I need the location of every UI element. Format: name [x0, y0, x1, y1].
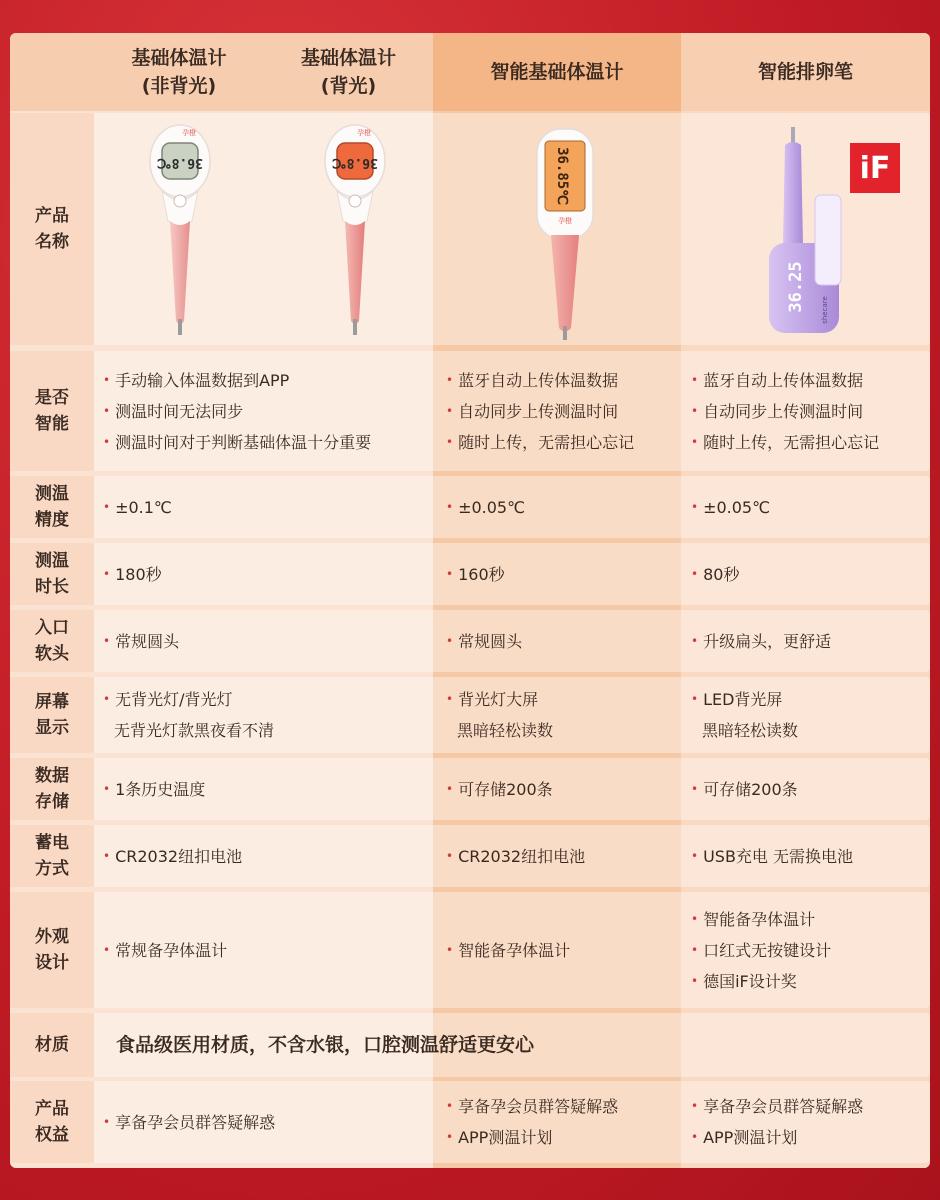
smart-c2-cell [446, 351, 686, 471]
smart-thermometer-brand: 孕橙 [558, 217, 572, 225]
screen-c1-cell [103, 677, 433, 753]
list-item: 黑暗轻松读数 [702, 721, 799, 740]
list-item: • 自动同步上传测温时间 [446, 401, 619, 421]
list-item: • CR2032纽扣电池 [446, 846, 586, 866]
material-row [10, 1013, 930, 1077]
storage-c3-cell [691, 758, 926, 820]
if-award-logo: iF [850, 143, 900, 193]
list-item: 无背光灯款黑夜看不清 [114, 721, 275, 740]
power-c2-cell [446, 825, 686, 887]
list-item: • 升级扁头，更舒适 [691, 631, 832, 651]
power-c3-cell [691, 825, 926, 887]
thermometer-backlight-image [315, 121, 395, 341]
list-item: • 常规圆头 [446, 631, 523, 651]
list-item: • 智能备孕体温计 [446, 940, 571, 960]
list-item: • 可存储200条 [691, 779, 798, 799]
row-storage [10, 758, 930, 820]
list-item: • CR2032纽扣电池 [103, 846, 243, 866]
row-duration [10, 543, 930, 605]
list-item: • 随时上传，无需担心忘记 [446, 432, 635, 452]
screen-c2-cell [446, 677, 686, 753]
benefit-smart [446, 1081, 686, 1163]
list-item: • 背光灯大屏 [446, 690, 539, 709]
row-label: 测温 时长 [10, 543, 94, 605]
list-item: • 享备孕会员群答疑解惑 [691, 1097, 864, 1116]
smart-c3-cell [691, 351, 926, 471]
row-label: 材质 [10, 1013, 94, 1077]
list-item: • 享备孕会员群答疑解惑 [103, 1112, 276, 1132]
design-c2-cell [446, 892, 686, 1008]
product-row [10, 113, 930, 345]
thermometer-1-brand: 孕橙 [182, 129, 196, 137]
header-basic-no-backlight: 基础体温计 (非背光) [131, 47, 227, 97]
list-item: • 常规圆头 [103, 631, 180, 651]
row-label: 测温 精度 [10, 476, 94, 538]
list-item: • 蓝牙自动上传体温数据 [446, 370, 619, 390]
list-item: • 可存储200条 [446, 779, 553, 799]
duration-c2-cell [446, 543, 686, 605]
row-label: 屏幕 显示 [10, 677, 94, 753]
list-item: • 80秒 [691, 564, 740, 584]
list-item: • ±0.05℃ [446, 497, 526, 517]
storage-c2-cell [446, 758, 686, 820]
row-smart [10, 351, 930, 471]
row-label: 入口 软头 [10, 610, 94, 672]
list-item: • 享备孕会员群答疑解惑 [446, 1097, 619, 1116]
list-item: • 常规备孕体温计 [103, 940, 228, 960]
list-item: • 口红式无按键设计 [691, 940, 832, 960]
power-c1-cell [103, 825, 433, 887]
list-item: • 手动输入体温数据到APP [103, 370, 290, 390]
list-item: • 随时上传，无需担心忘记 [691, 432, 880, 452]
ovulation-pen-brand: shecare [821, 296, 829, 324]
list-item: • LED背光屏 [691, 690, 783, 709]
design-c3-cell [691, 892, 926, 1008]
list-item: • USB充电 无需换电池 [691, 846, 854, 866]
list-item: • 测温时间对于判断基础体温十分重要 [103, 432, 372, 452]
tip-c3-cell [691, 610, 926, 672]
smart-thermometer-image [525, 123, 605, 343]
list-item: • APP测温计划 [446, 1128, 553, 1147]
row-label: 数据 存储 [10, 758, 94, 820]
thermometer-1-display: 36.8℃ [157, 155, 203, 170]
material-text: 食品级医用材质，不含水银，口腔测温舒适更安心 [116, 1033, 535, 1056]
list-item: • 德国iF设计奖 [691, 971, 797, 991]
thermometer-2-brand: 孕橙 [357, 129, 371, 137]
row-accuracy [10, 476, 930, 538]
tip-c1-cell [103, 610, 433, 672]
header-smart-thermometer: 智能基础体温计 [433, 33, 681, 111]
accuracy-c1-cell [103, 476, 433, 538]
row-label: 产品 权益 [10, 1081, 94, 1163]
row-label: 产品 名称 [10, 113, 94, 345]
list-item: • 160秒 [446, 564, 505, 584]
duration-c3-cell [691, 543, 926, 605]
smart-thermometer-display: 36.85℃ [554, 147, 570, 205]
benefit-basic [103, 1081, 433, 1163]
list-item: • 测温时间无法同步 [103, 401, 244, 421]
accuracy-c2-cell [446, 476, 686, 538]
screen-c3-cell [691, 677, 926, 753]
row-label: 蓄电 方式 [10, 825, 94, 887]
list-item: • 1条历史温度 [103, 779, 206, 799]
row-tip [10, 610, 930, 672]
comparison-table [10, 33, 930, 1168]
list-item: • APP测温计划 [691, 1128, 798, 1147]
benefit-row [10, 1081, 930, 1163]
ovulation-pen-image [755, 125, 855, 340]
header-ovulation-pen: 智能排卵笔 [681, 33, 930, 111]
list-item: • 智能备孕体温计 [691, 909, 816, 929]
list-item: • ±0.05℃ [691, 497, 771, 517]
list-item: • 自动同步上传测温时间 [691, 401, 864, 421]
design-c1-cell [103, 892, 433, 1008]
duration-c1-cell [103, 543, 433, 605]
list-item: • ±0.1℃ [103, 497, 172, 517]
row-screen [10, 677, 930, 753]
smart-c1-cell [103, 351, 433, 471]
accuracy-c3-cell [691, 476, 926, 538]
list-item: • 蓝牙自动上传体温数据 [691, 370, 864, 390]
benefit-pen [691, 1081, 926, 1163]
row-power [10, 825, 930, 887]
row-label: 外观 设计 [10, 892, 94, 1008]
ovulation-pen-display: 36.25 [786, 261, 806, 313]
list-item: • 无背光灯/背光灯 [103, 690, 233, 709]
header-basic-backlight: 基础体温计 (背光) [300, 47, 396, 97]
row-design [10, 892, 930, 1008]
table-header [10, 33, 930, 111]
thermometer-non-backlight-image [140, 121, 220, 341]
row-label: 是否 智能 [10, 351, 94, 471]
list-item: • 180秒 [103, 564, 162, 584]
storage-c1-cell [103, 758, 433, 820]
thermometer-2-display: 36.8℃ [332, 155, 378, 170]
list-item: 黑暗轻松读数 [457, 721, 554, 740]
tip-c2-cell [446, 610, 686, 672]
